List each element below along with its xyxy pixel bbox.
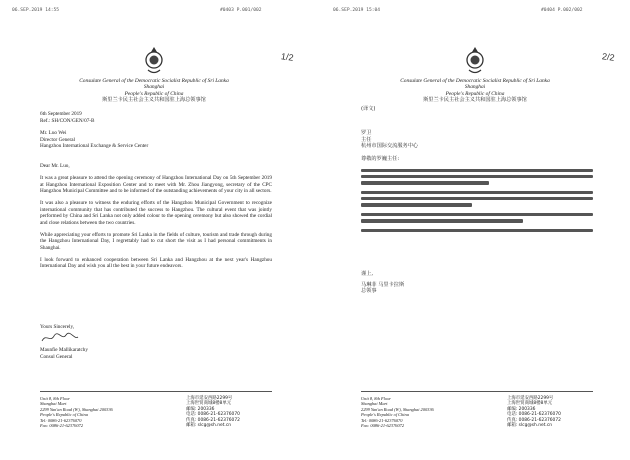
fax-timestamp: 06.SEP.2019 15:04 xyxy=(333,8,381,13)
letter-page-chinese xyxy=(327,6,623,452)
footer-line: Tel: 0086-21-62376070 xyxy=(40,417,82,423)
body-paragraph-placeholder xyxy=(361,191,593,207)
letter-body xyxy=(40,163,272,275)
addressee-line: Mr. Luo Wei xyxy=(40,130,67,136)
letterhead-line: Shanghai xyxy=(464,84,486,91)
letterhead-line: People's Republic of China xyxy=(445,90,505,97)
footer-line: 传真: 0086-21-62376072 xyxy=(186,417,240,423)
page-number: 1/2 xyxy=(280,51,295,63)
addressee-line: Hangzhou International Exchange & Service Center xyxy=(40,143,149,149)
footer-address-english xyxy=(40,396,113,428)
addressee-line: 杭州市国际交流服务中心 xyxy=(361,143,419,149)
footer-line: 电话: 0086-21-62376070 xyxy=(186,412,240,418)
page-number: 2/2 xyxy=(601,51,616,63)
footer-line: Fax: 0086-21-62376072 xyxy=(361,423,405,429)
body-paragraph-placeholder xyxy=(361,169,593,185)
letter-body xyxy=(361,156,593,235)
addressee-line: 罗卫 xyxy=(361,130,372,136)
sri-lanka-emblem-icon xyxy=(465,46,485,76)
signature-block xyxy=(361,271,593,295)
reference-number: Ref.: SH/CON/GEN/07-B xyxy=(40,117,95,124)
salutation: 尊敬的罗巍主任: xyxy=(361,156,400,162)
date-and-reference xyxy=(40,111,94,124)
signatory-name: Maunfie Mallikaratchy xyxy=(40,347,88,353)
addressee-line: 主任 xyxy=(361,136,372,143)
addressee-block xyxy=(361,130,593,150)
letterhead-line: People's Republic of China xyxy=(124,90,184,97)
footer-line: People's Republic of China xyxy=(361,412,409,418)
letterhead-line: Consulate General of the Democratic Socialist Republic of Sri Lanka xyxy=(79,78,229,84)
footer-divider xyxy=(361,391,593,392)
footer-line: Unit 8, 8th Floor xyxy=(361,396,392,401)
fax-page-counter: #0404 P.002/002 xyxy=(541,8,583,13)
footer-line: 上海世贸商城8楼8单元 xyxy=(507,401,553,407)
footer-address-english xyxy=(361,396,434,428)
closing: 谨上, xyxy=(361,271,374,277)
body-paragraph: It was also a pleasure to witness the enduring efforts of the Hangzhou Municipal Government to recognize international community that has contributed the success to Hangzhou. The cultural event that was jointly performed by China and Sri Lanka not only added colour to the opening ceremony but also showed the cordial and close relations between the two countries. xyxy=(40,200,272,226)
letter-date: 6th September 2019 xyxy=(40,111,82,117)
salutation: Dear Mr. Luo, xyxy=(40,163,70,169)
footer-line: Shanghai Mart xyxy=(40,401,67,407)
body-paragraph: While appreciating your efforts to promote Sri Lanka in the fields of culture, tourism and trade through during the Hangzhou International Day, I regrettably had to cut short the visit as I had personal commitments in Shanghai. xyxy=(40,231,272,251)
footer-line: 2299 Yan'an Road (W), Shanghai 200336 xyxy=(361,406,434,412)
letterhead-line: Shanghai xyxy=(143,84,165,91)
fax-header xyxy=(6,8,302,18)
footer-line: 邮箱: slcg@sh.net.cn xyxy=(186,423,232,429)
footer-line: 邮编: 200336 xyxy=(507,406,536,412)
consulate-letterhead xyxy=(327,78,623,104)
footer-address-chinese xyxy=(186,396,240,428)
consulate-letterhead xyxy=(6,78,302,104)
footer-line: Shanghai Mart xyxy=(361,401,388,407)
letterhead-line: Consulate General of the Democratic Socialist Republic of Sri Lanka xyxy=(400,78,550,84)
signature-block xyxy=(40,324,272,360)
footer-line: People's Republic of China xyxy=(40,412,88,418)
body-paragraph: It was a great pleasure to attend the opening ceremony of Hangzhou International Day on 5th September 2019 at Hangzhou International Exposition Center and to meet with Mr. Zhou Jiangyong, secretary of the CPC Hangzhou Municipal Committee and to be informed of the outstanding achievements of your city in all sectors. xyxy=(40,175,272,194)
body-paragraph-placeholder xyxy=(361,229,593,232)
footer-line: Unit 8, 8th Floor xyxy=(40,396,71,401)
addressee-line: Director General xyxy=(40,136,75,143)
footer-line: 邮编: 200336 xyxy=(186,406,215,412)
signatory-title: 总领事 xyxy=(361,288,377,294)
sri-lanka-emblem-icon xyxy=(144,46,164,76)
body-paragraph: I look forward to enhanced cooperation between Sri Lanka and Hangzhou at the next year's Hangzhou International Day and wish you all the best in your future endeavors. xyxy=(40,256,272,269)
signatory-name: 马琳菲 马里卡拉斯 xyxy=(361,281,405,288)
handwritten-signature xyxy=(40,331,80,345)
addressee-block xyxy=(40,130,272,150)
closing: Yours Sincerely, xyxy=(40,324,75,330)
signatory-title: Consul General xyxy=(40,353,73,360)
fax-header xyxy=(327,8,623,18)
letterhead-line-chinese: 斯里兰卡民主社会主义共和国驻上海总领事馆 xyxy=(423,97,527,104)
fax-page-counter: #0403 P.001/002 xyxy=(220,8,262,13)
letterhead-line-chinese: 斯里兰卡民主社会主义共和国驻上海总领事馆 xyxy=(102,97,206,104)
footer-line: Tel: 0086-21-62376070 xyxy=(361,417,403,423)
footer-line: 上海市延安西路2299号 xyxy=(507,396,554,401)
body-paragraph-placeholder xyxy=(361,213,593,223)
footer-line: 电话: 0086-21-62376070 xyxy=(507,412,561,418)
footer-line: 上海市延安西路2299号 xyxy=(186,396,233,401)
footer-divider xyxy=(40,391,272,392)
footer-line: 邮箱: slcg@sh.net.cn xyxy=(507,423,553,429)
footer-address-chinese xyxy=(507,396,561,428)
footer-line: Fax: 0086-21-62376072 xyxy=(40,423,84,429)
fax-timestamp: 06.SEP.2019 14:55 xyxy=(12,8,60,13)
translation-title: (译文) xyxy=(361,106,376,112)
footer-line: 传真: 0086-21-62376072 xyxy=(507,417,561,423)
footer-line: 2299 Yan'an Road (W), Shanghai 200336 xyxy=(40,406,113,412)
letter-page-english xyxy=(6,6,302,452)
footer-line: 上海世贸商城8楼8单元 xyxy=(186,401,232,407)
